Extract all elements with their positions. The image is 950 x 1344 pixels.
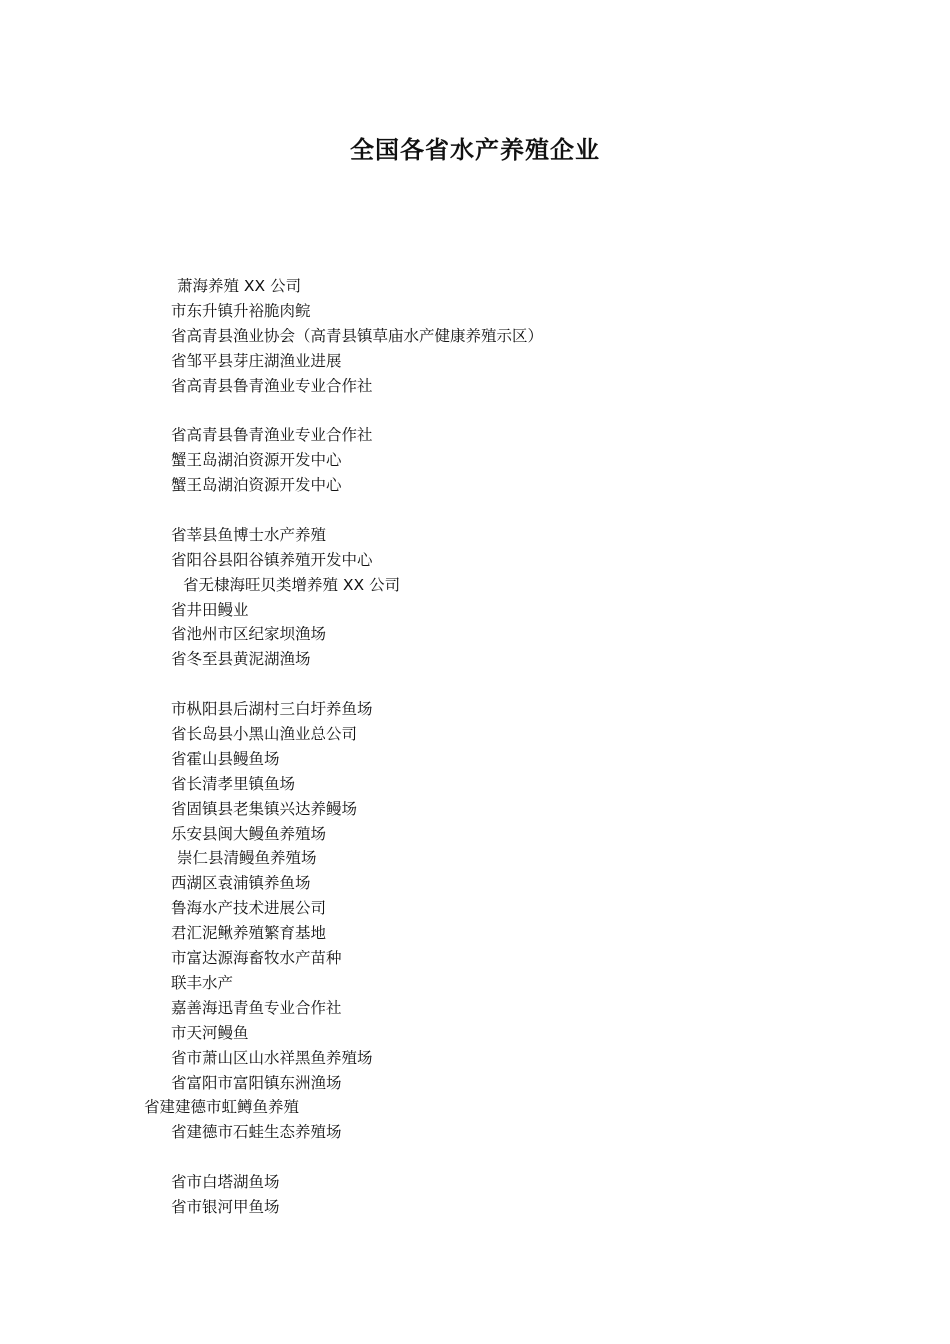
list-item xyxy=(0,398,950,423)
list-item: 省富阳市富阳镇东洲渔场 xyxy=(171,1073,342,1092)
list-item: 西湖区袁浦镇养鱼场 xyxy=(171,874,311,893)
list-item: 省莘县鱼博士水产养殖 xyxy=(171,525,327,544)
list-item: 蟹王岛湖泊资源开发中心 xyxy=(171,476,342,495)
list-item: 市东升镇升裕脆肉鲩 xyxy=(171,301,311,320)
list-item: 省阳谷县阳谷镇养殖开发中心 xyxy=(171,550,373,569)
list-item: 省无棣海旺贝类增养殖 XX 公司 xyxy=(183,575,401,594)
list-item xyxy=(0,498,950,523)
list-item: 省高青县渔业协会（高青县镇草庙水产健康养殖示区） xyxy=(171,326,544,345)
list-item: 萧海养殖 XX 公司 xyxy=(177,277,302,295)
list-item: 省高青县鲁青渔业专业合作社 xyxy=(171,426,373,445)
list-item: 联丰水产 xyxy=(171,973,234,992)
list-item xyxy=(0,672,950,697)
list-item: 君汇泥鳅养殖繁育基地 xyxy=(171,924,327,943)
list-item: 市富达源海畜牧水产苗种 xyxy=(171,949,342,968)
list-item: 省市银河甲鱼场 xyxy=(171,1197,280,1216)
list-item: 崇仁县清鳗鱼养殖场 xyxy=(177,849,317,868)
list-item: 省高青县鲁青渔业专业合作社 xyxy=(171,376,373,395)
list-item: 省市白塔湖鱼场 xyxy=(171,1173,280,1192)
list-item: 省市萧山区山水祥黑鱼养殖场 xyxy=(171,1048,373,1067)
list-item: 市天河鳗鱼 xyxy=(171,1023,249,1042)
list-item xyxy=(0,1145,950,1170)
list-item: 省邹平县芽庄湖渔业进展 xyxy=(171,351,342,370)
page-title: 全国各省水产养殖企业 xyxy=(350,136,600,164)
list-item: 市枞阳县后湖村三白圩养鱼场 xyxy=(171,700,373,719)
list-item: 乐安县闽大鳗鱼养殖场 xyxy=(171,824,327,843)
list-item: 鲁海水产技术进展公司 xyxy=(171,899,327,918)
list-item: 省长岛县小黑山渔业总公司 xyxy=(171,725,358,744)
entry-list xyxy=(0,274,950,1220)
list-item: 省霍山县鳗鱼场 xyxy=(171,749,280,768)
list-item: 省建德市石蛙生态养殖场 xyxy=(171,1123,342,1142)
list-item: 蟹王岛湖泊资源开发中心 xyxy=(171,451,342,470)
list-item: 省固镇县老集镇兴达养鳗场 xyxy=(171,799,358,818)
list-item: 嘉善海迅青鱼专业合作社 xyxy=(171,998,342,1017)
list-item: 省井田鳗业 xyxy=(171,600,249,619)
list-item: 省建建德市虹鳟鱼养殖 xyxy=(144,1098,300,1117)
list-item: 省冬至县黄泥湖渔场 xyxy=(171,650,311,669)
list-item: 省池州市区纪家坝渔场 xyxy=(171,625,327,644)
list-item: 省长清孝里镇鱼场 xyxy=(171,774,296,793)
